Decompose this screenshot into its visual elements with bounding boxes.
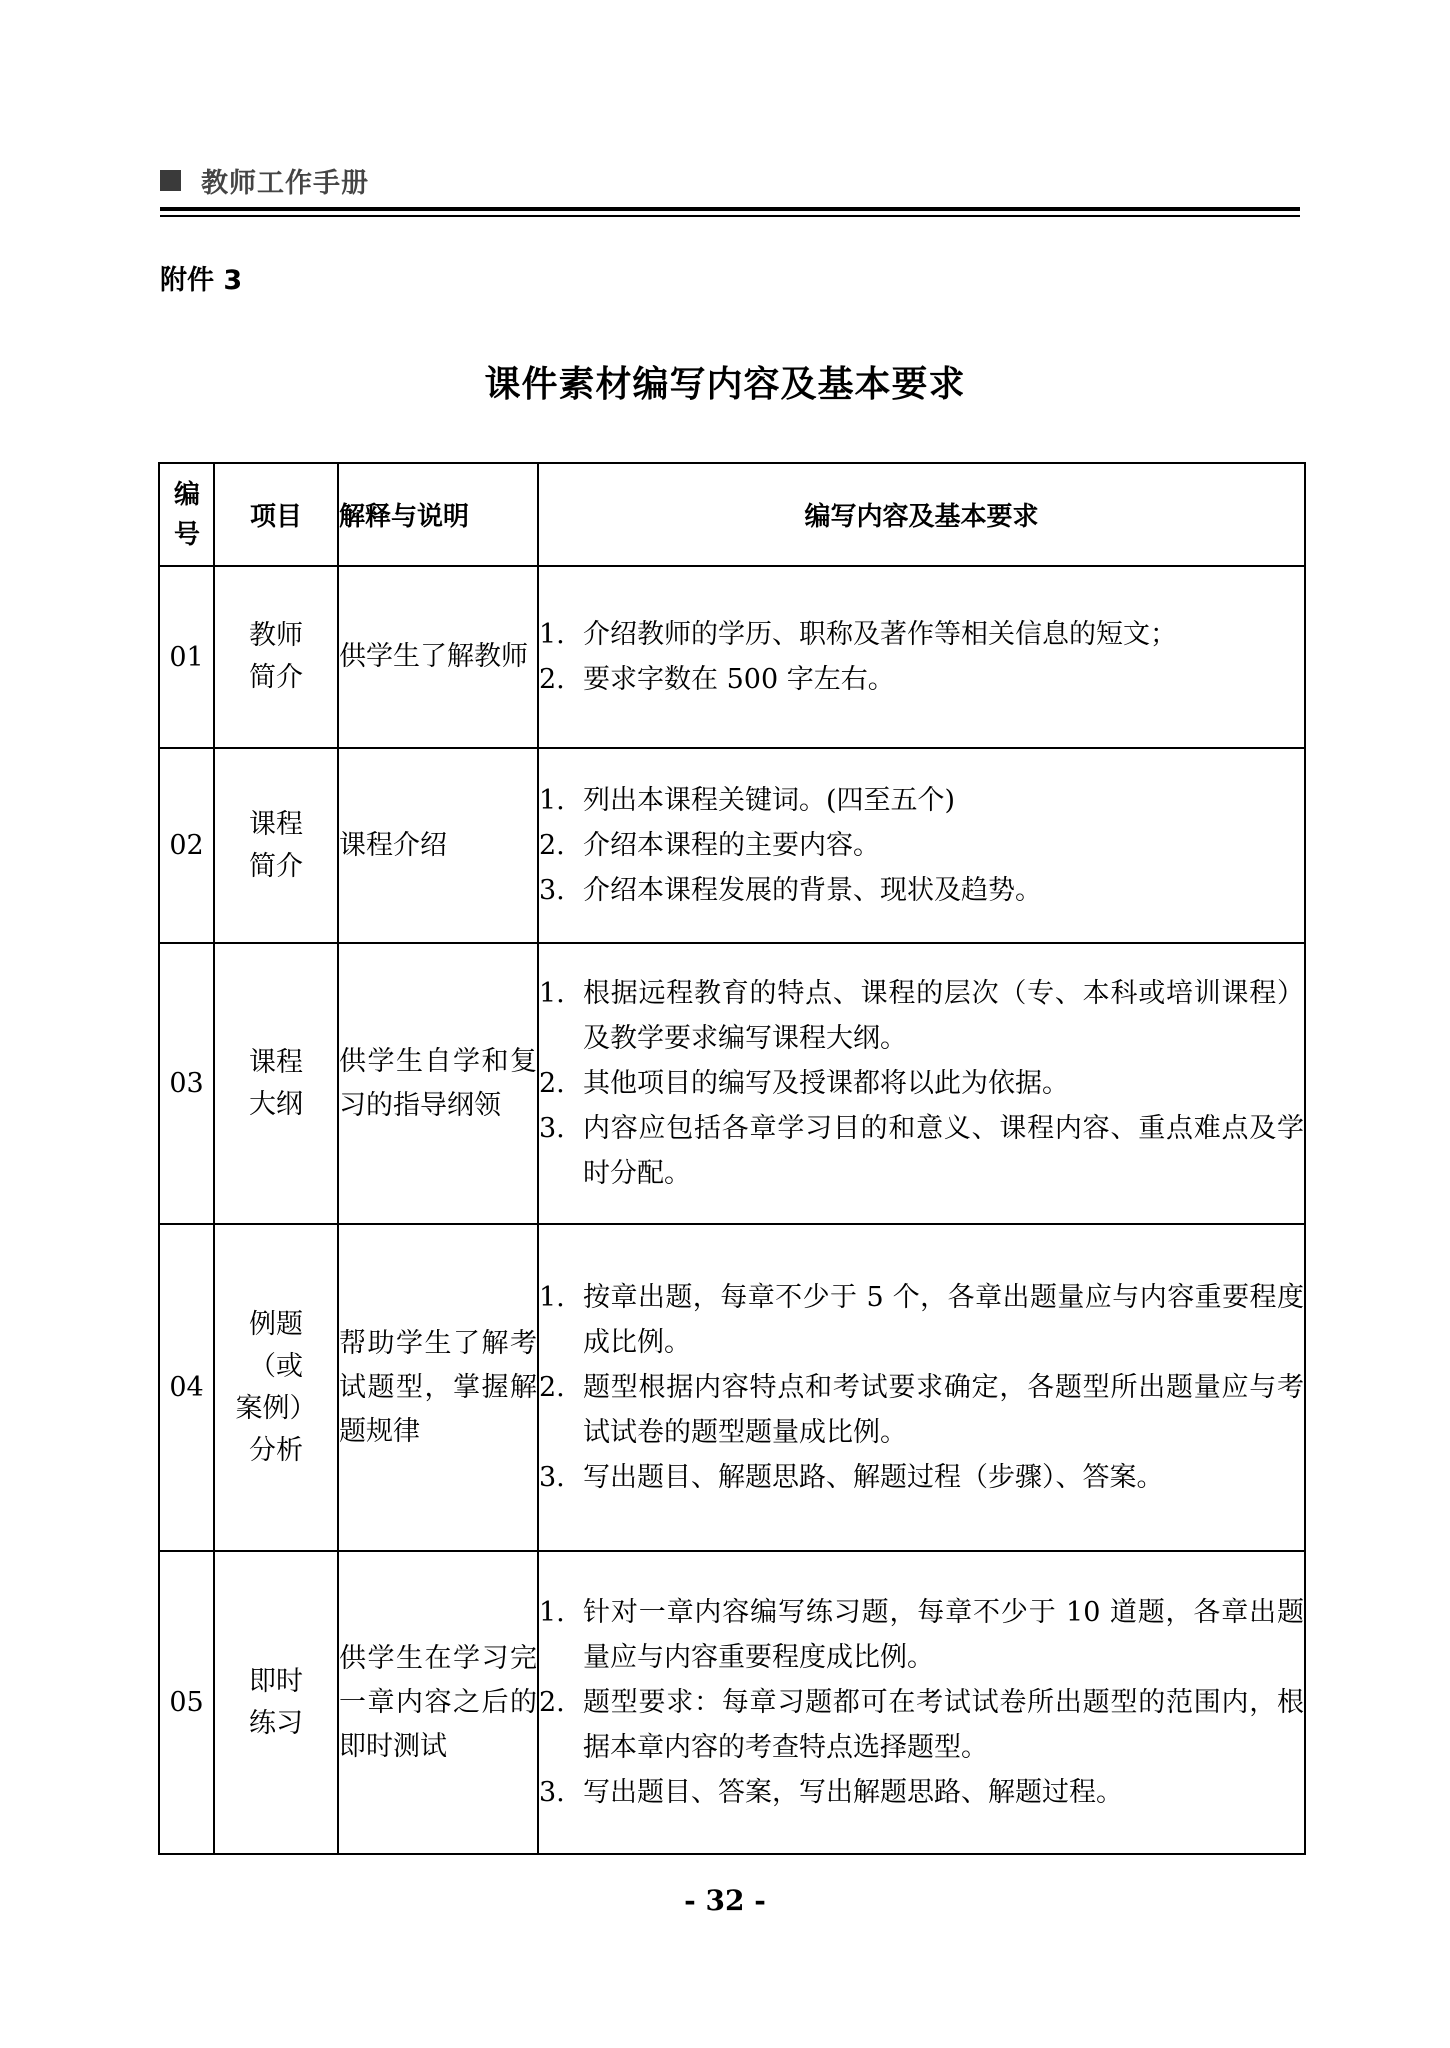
list-item-text: 内容应包括各章学习目的和意义、课程内容、重点难点及学时分配。 bbox=[583, 1113, 1304, 1189]
requirements-table bbox=[158, 462, 1306, 1855]
list-item bbox=[539, 657, 1304, 702]
list-item-number: 3. bbox=[539, 1113, 565, 1144]
header-item: 项目 bbox=[214, 463, 338, 566]
header-rule-thick bbox=[160, 207, 1300, 211]
row-explanation: 帮助学生了解考试题型，掌握解题规律 bbox=[338, 1224, 538, 1551]
list-item-text: 要求字数在 500 字左右。 bbox=[583, 664, 895, 695]
list-item-number: 1. bbox=[539, 1597, 565, 1628]
page-header bbox=[160, 158, 1300, 202]
requirements-list bbox=[539, 612, 1304, 702]
row-item-line: 简介 bbox=[249, 850, 303, 882]
row-explanation: 供学生了解教师 bbox=[338, 566, 538, 748]
list-item-number: 2. bbox=[539, 1068, 565, 1099]
row-number: 03 bbox=[159, 943, 214, 1224]
list-item-text: 介绍本课程发展的背景、现状及趋势。 bbox=[583, 875, 1042, 906]
list-item-text: 介绍本课程的主要内容。 bbox=[583, 830, 880, 861]
list-item bbox=[539, 971, 1304, 1061]
list-item bbox=[539, 1106, 1304, 1196]
list-item-number: 2. bbox=[539, 830, 565, 861]
list-item-number: 3. bbox=[539, 1777, 565, 1808]
row-explanation: 供学生自学和复习的指导纲领 bbox=[338, 943, 538, 1224]
row-requirements bbox=[538, 566, 1305, 748]
row-number: 05 bbox=[159, 1551, 214, 1854]
requirements-list bbox=[539, 778, 1304, 913]
row-item-line: 即时 bbox=[249, 1665, 303, 1697]
row-item-line: （或 bbox=[249, 1350, 303, 1382]
row-item bbox=[214, 943, 338, 1224]
row-item bbox=[214, 748, 338, 943]
list-item-text: 题型要求：每章习题都可在考试试卷所出题型的范围内，根据本章内容的考查特点选择题型。 bbox=[583, 1687, 1304, 1763]
row-item-line: 例题 bbox=[249, 1308, 303, 1340]
row-number: 04 bbox=[159, 1224, 214, 1551]
row-item bbox=[214, 566, 338, 748]
requirements-list bbox=[539, 1275, 1304, 1500]
header-requirements: 编写内容及基本要求 bbox=[538, 463, 1305, 566]
table-body bbox=[159, 566, 1305, 1854]
row-explanation: 课程介绍 bbox=[338, 748, 538, 943]
list-item bbox=[539, 1061, 1304, 1106]
row-item bbox=[214, 1224, 338, 1551]
list-item-number: 3. bbox=[539, 875, 565, 906]
row-item bbox=[214, 1551, 338, 1854]
page-number: - 32 - bbox=[684, 1884, 766, 1917]
row-number: 01 bbox=[159, 566, 214, 748]
list-item bbox=[539, 823, 1304, 868]
list-item-number: 2. bbox=[539, 664, 565, 695]
list-item bbox=[539, 1590, 1304, 1680]
table-row bbox=[159, 1224, 1305, 1551]
list-item-text: 题型根据内容特点和考试要求确定，各题型所出题量应与考试试卷的题型题量成比例。 bbox=[583, 1372, 1304, 1448]
table-row bbox=[159, 1551, 1305, 1854]
requirements-list bbox=[539, 971, 1304, 1196]
header-num-line: 编号 bbox=[174, 479, 201, 550]
row-requirements bbox=[538, 1224, 1305, 1551]
table-row bbox=[159, 566, 1305, 748]
header-num bbox=[159, 463, 214, 566]
list-item-number: 2. bbox=[539, 1687, 565, 1718]
row-requirements bbox=[538, 943, 1305, 1224]
row-item-line: 简介 bbox=[249, 662, 303, 693]
list-item-number: 1. bbox=[539, 785, 565, 816]
list-item-text: 写出题目、解题思路、解题过程（步骤）、答案。 bbox=[583, 1462, 1164, 1493]
row-item-line: 教师 bbox=[249, 620, 303, 651]
row-explanation: 供学生在学习完一章内容之后的即时测试 bbox=[338, 1551, 538, 1854]
list-item bbox=[539, 1365, 1304, 1455]
list-item-number: 1. bbox=[539, 978, 565, 1009]
list-item-number: 2. bbox=[539, 1372, 565, 1403]
list-item bbox=[539, 868, 1304, 913]
row-requirements bbox=[538, 748, 1305, 943]
row-item-line: 分析 bbox=[249, 1434, 303, 1466]
document-title: 课件素材编写内容及基本要求 bbox=[484, 364, 966, 405]
list-item bbox=[539, 1275, 1304, 1365]
table-row bbox=[159, 943, 1305, 1224]
row-item-line: 课程 bbox=[249, 808, 303, 840]
row-item-line: 课程 bbox=[249, 1046, 303, 1078]
header-title: 教师工作手册 bbox=[201, 167, 369, 199]
row-number: 02 bbox=[159, 748, 214, 943]
list-item-text: 针对一章内容编写练习题，每章不少于 10 道题，各章出题量应与内容重要程度成比例。 bbox=[583, 1597, 1304, 1673]
list-item-text: 介绍教师的学历、职称及著作等相关信息的短文； bbox=[583, 619, 1177, 650]
row-item-line: 案例） bbox=[235, 1392, 317, 1424]
list-item-text: 其他项目的编写及授课都将以此为依据。 bbox=[583, 1068, 1069, 1099]
list-item-text: 写出题目、答案，写出解题思路、解题过程。 bbox=[583, 1777, 1123, 1808]
list-item bbox=[539, 612, 1304, 657]
header-explain: 解释与说明 bbox=[338, 463, 538, 566]
table-row bbox=[159, 748, 1305, 943]
list-item bbox=[539, 1455, 1304, 1500]
list-item bbox=[539, 1770, 1304, 1815]
list-item-text: 列出本课程关键词。(四至五个) bbox=[583, 785, 956, 816]
list-item-text: 按章出题，每章不少于 5 个，各章出题量应与内容重要程度成比例。 bbox=[583, 1282, 1304, 1358]
list-item-number: 1. bbox=[539, 619, 565, 650]
row-item-line: 大纲 bbox=[249, 1088, 303, 1120]
annex-label: 附件 3 bbox=[160, 265, 243, 296]
list-item bbox=[539, 778, 1304, 823]
list-item-text: 根据远程教育的特点、课程的层次（专、本科或培训课程）及教学要求编写课程大纲。 bbox=[583, 978, 1304, 1054]
header-square-icon bbox=[160, 170, 181, 191]
row-item-line: 练习 bbox=[249, 1707, 303, 1739]
list-item-number: 1. bbox=[539, 1282, 565, 1313]
list-item bbox=[539, 1680, 1304, 1770]
header-rule-thin bbox=[160, 215, 1300, 217]
requirements-list bbox=[539, 1590, 1304, 1815]
row-requirements bbox=[538, 1551, 1305, 1854]
list-item-number: 3. bbox=[539, 1462, 565, 1493]
table-header-row bbox=[159, 463, 1305, 566]
